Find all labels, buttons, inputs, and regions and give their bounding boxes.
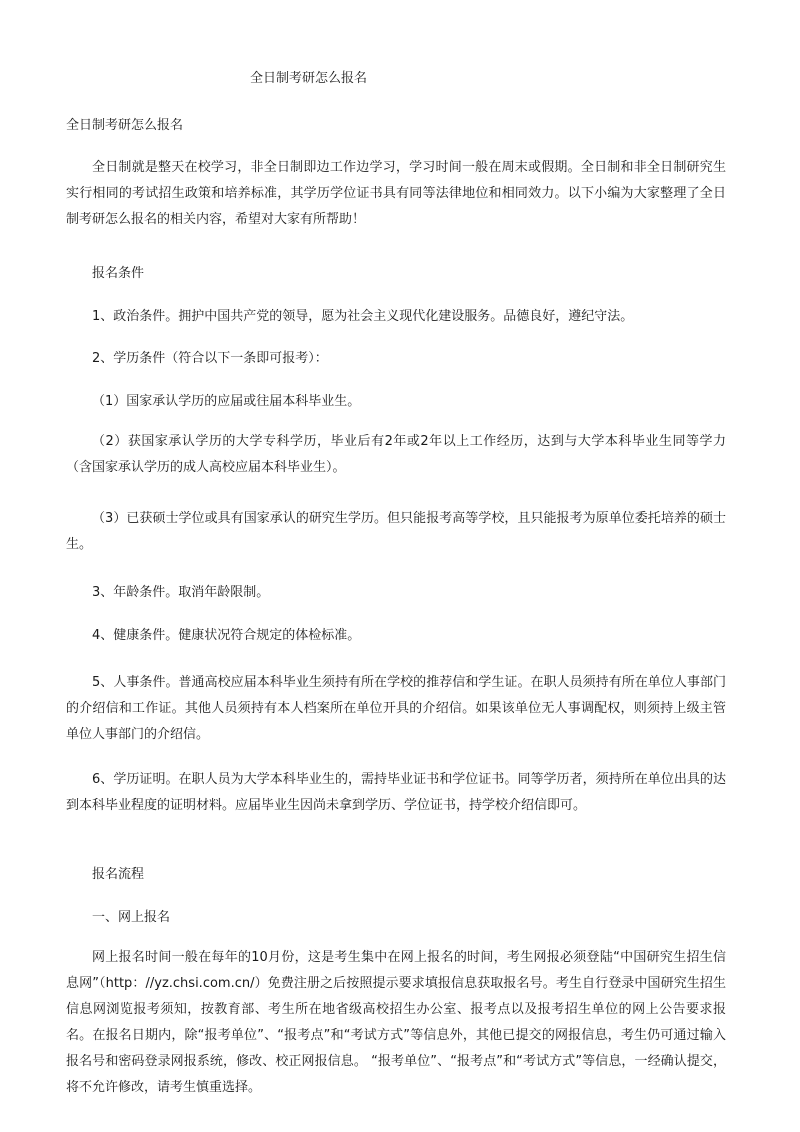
condition-health: 4、健康条件。健康状况符合规定的体检标准。 xyxy=(92,628,361,643)
document-title: 全日制考研怎么报名 xyxy=(250,71,368,86)
document-subtitle: 全日制考研怎么报名 xyxy=(66,118,184,133)
process-step-text-online: 网上报名时间一般在每年的10月份，这是考生集中在网上报名的时间，考生网报必须登陆“中国研究生招生信息网”（http：//yz.chsi.com.cn/）免费注册之后按照提示要求填报信息获取报名号。考生自行登录中国研究生招生信息网浏览报考须知，按教育部、考生所在地省级高校招生办公室、报考点以及报考招生单位的网上公告要求报名。在报名日期内，除“报考单位”、“报考点”和“考试方式”等信息外，其他已提交的网报信息，考生仍可通过输入报名号和密码登录网报系统，修改、校正网报信息。 “报考单位”、“报考点”和“考试方式”等信息，一经确认提交，将不允许修改，请考生慎重选择。 xyxy=(66,950,726,1095)
condition-education-item-3: （3）已获硕士学位或具有国家承认的研究生学历。但只能报考高等学校，且只能报考为原单位委托培养的硕士生。 xyxy=(66,511,726,552)
condition-education: 2、学历条件（符合以下一条即可报考）： xyxy=(92,351,328,366)
condition-political: 1、政治条件。拥护中国共产党的领导，愿为社会主义现代化建设服务。品德良好，遵纪守法。 xyxy=(92,309,634,324)
condition-age: 3、年龄条件。取消年龄限制。 xyxy=(92,585,270,600)
process-step-heading-online: 一、网上报名 xyxy=(92,910,171,925)
condition-personnel: 5、人事条件。普通高校应届本科毕业生须持有所在学校的推荐信和学生证。在职人员须持有所在单位人事部门的介绍信和工作证。其他人员须持有本人档案所在单位开具的介绍信。如果该单位无人事调配权，则须持上级主管单位人事部门的介绍信。 xyxy=(66,675,726,742)
section-heading-conditions: 报名条件 xyxy=(92,266,145,281)
intro-paragraph: 全日制就是整天在校学习，非全日制即边工作边学习，学习时间一般在周末或假期。全日制和非全日制研究生实行相同的考试招生政策和培养标准，其学历学位证书具有同等法律地位和相同效力。以下小编为大家整理了全日制考研怎么报名的相关内容，希望对大家有所帮助！ xyxy=(66,160,726,227)
condition-certificate: 6、学历证明。在职人员为大学本科毕业生的，需持毕业证书和学位证书。同等学历者，须持所在单位出具的达到本科毕业程度的证明材料。应届毕业生因尚未拿到学历、学位证书，持学校介绍信即可。 xyxy=(66,772,726,813)
condition-education-item-1: （1）国家承认学历的应届或往届本科毕业生。 xyxy=(92,394,361,409)
section-heading-process: 报名流程 xyxy=(92,867,145,882)
condition-education-item-2: （2）获国家承认学历的大学专科学历，毕业后有2年或2年以上工作经历，达到与大学本科毕业生同等学力（含国家承认学历的成人高校应届本科毕业生）。 xyxy=(66,434,726,475)
